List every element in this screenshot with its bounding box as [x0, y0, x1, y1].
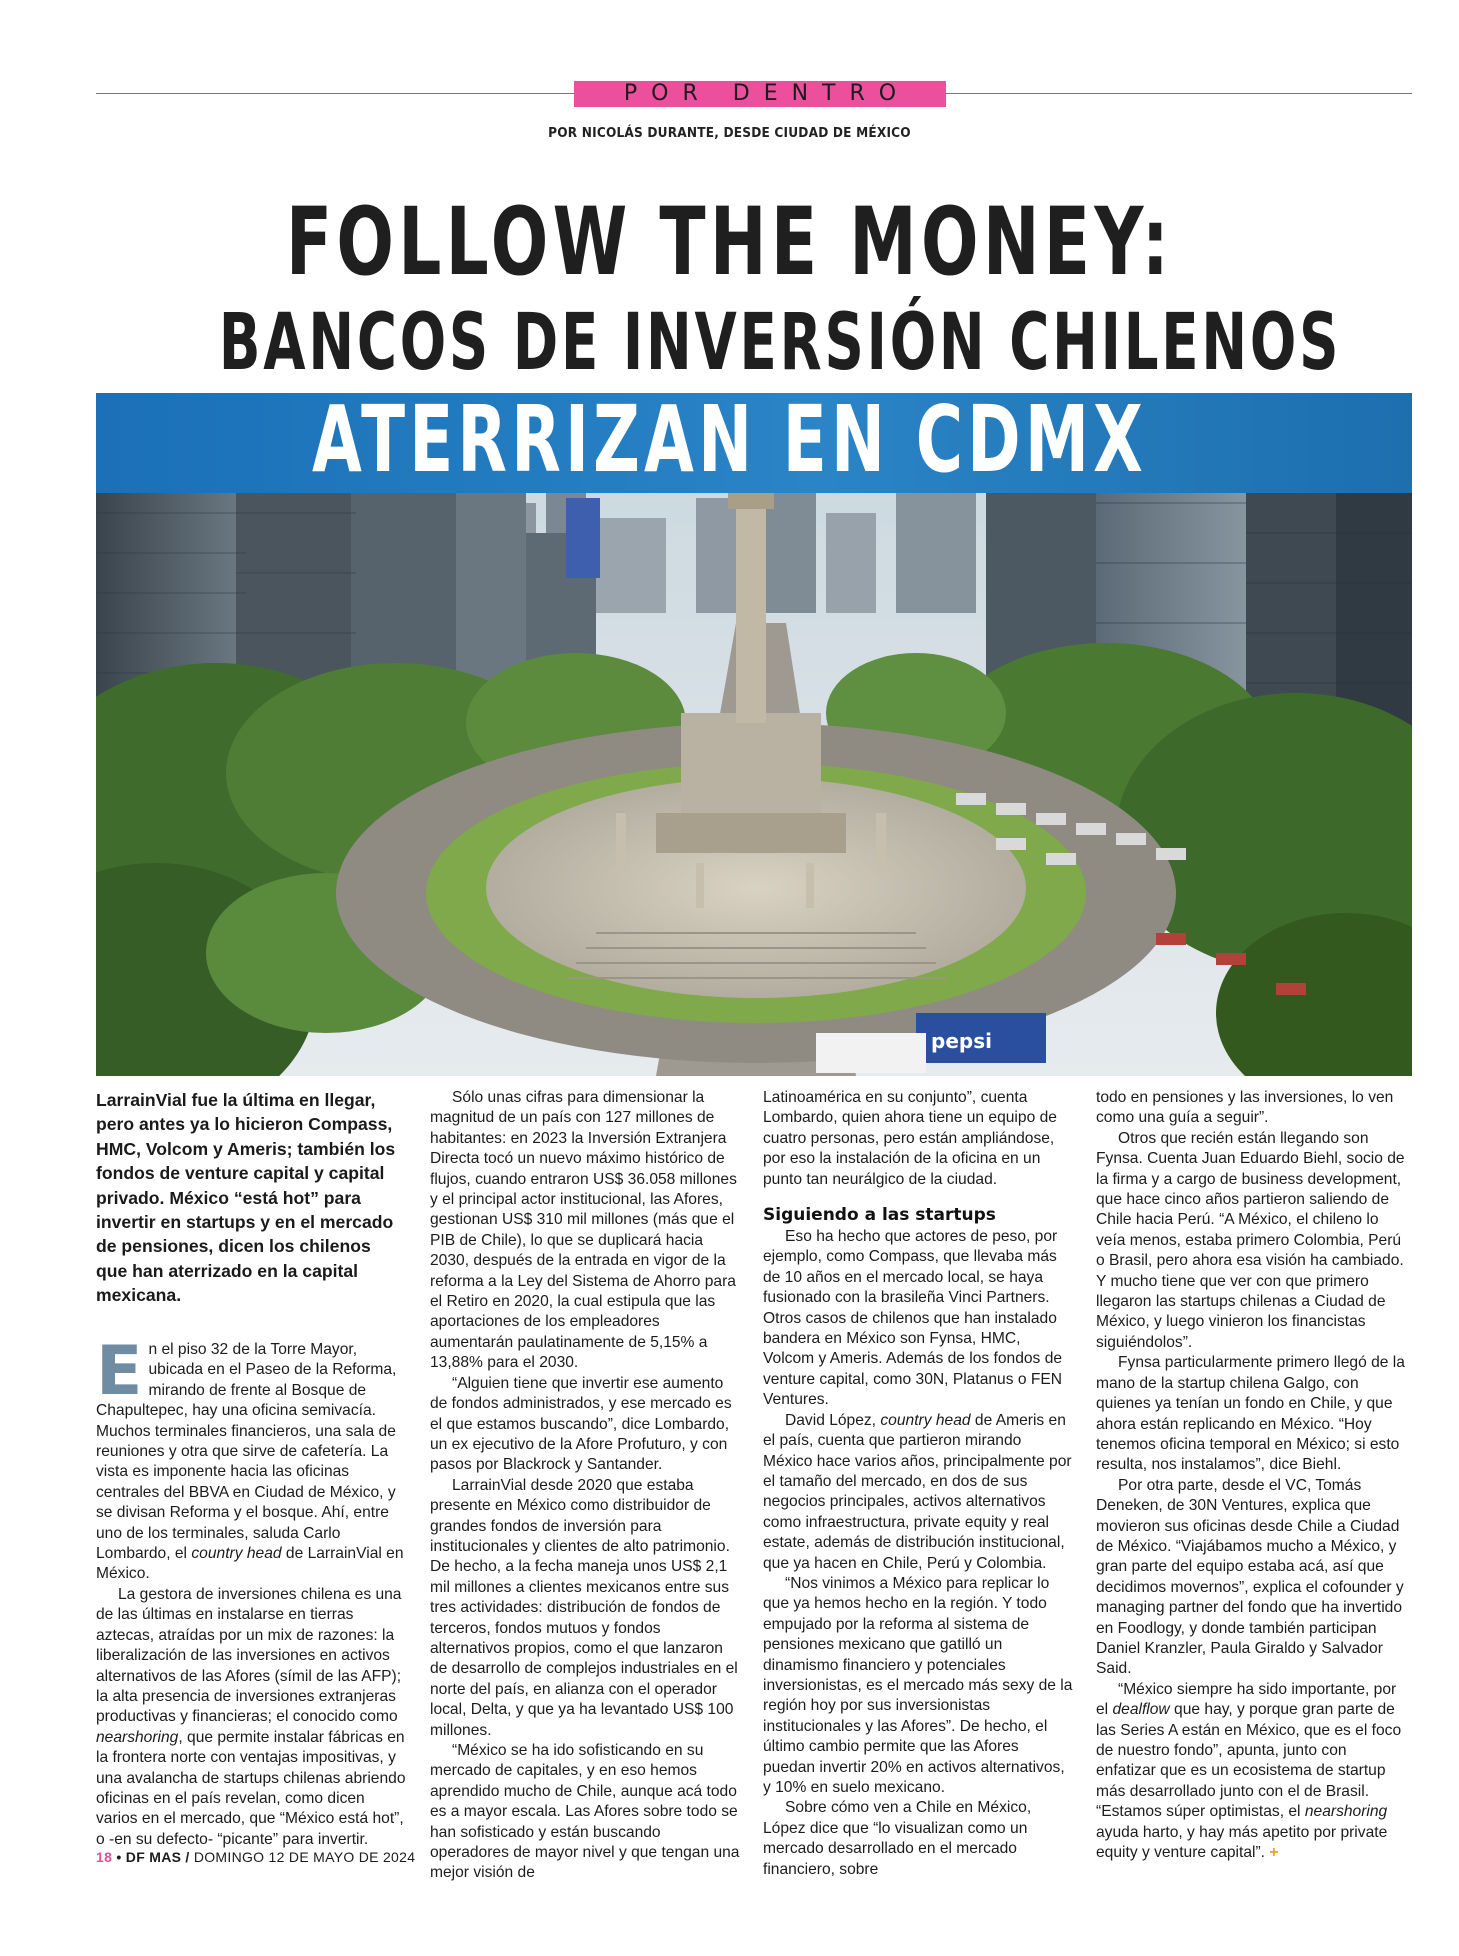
col4-p2: Otros que recién están llegando son Fynsa. Cuenta Juan Eduardo Biehl, socio de la firma y a cargo de business development, que hace cinco años partieron saliendo de Chile hacia Perú. “A México, el chileno lo veía menos, estaba primero Colombia, Perú o Brasil, pero ahora esa visión ha cambiado. Y mucho tiene que ver con que primero llegaron las startups chilenas a Ciudad de México, y luego vinieron los financistas siguiéndolos”. — [1096, 1129, 1405, 1351]
col2-p3: LarrainVial desde 2020 que estaba presente en México como distribuidor de grandes fondos de inversión para institucionales y clientes de alto patrimonio. De hecho, a la fecha maneja unos US$ 2,1 mil millones a clientes mexicanos entre sus tres actividades: distribución de fondos de terceros, fondos mutuos y fondos alternativos propios, como el que lanzaron de desarrollo de complejos industriales en el norte del país, en alianza con el operador local, Delta, y que ya ha levantado US$ 100 millones. — [430, 1476, 738, 1739]
col1-p1-em: country head — [191, 1545, 282, 1563]
col1-p1: n el piso 32 de la Torre Mayor, ubicada en el Paseo de la Reforma, mirando de frente al Bosque de Chapultepec, hay una oficina semivacía. Muchos terminales financieros, una sala de reuniones y otra que sirve de cafetería. La vista es imponente hacia las oficinas centrales del BBVA en Ciudad de México, y se divisan Reforma y el bosque. Ahí, entre uno de los terminales, saluda Carlo Lombardo, el — [96, 1341, 397, 1563]
billboard-text: pepsi — [931, 1029, 992, 1053]
col3-p4: “Nos vinimos a México para replicar lo que ya hemos hecho en la región. Y todo empujado por la reforma al sistema de pensiones mexicano que gatilló un dinamismo financiero y potenciales inversionistas, es el mercado más sexy de la región hoy por sus inversionistas institucionales y las Afores”. De hecho, el último cambio permite que las Afores puedan invertir 20% en activos alternativos, y 10% en suelo mexicano. — [763, 1574, 1073, 1796]
hero-photo — [96, 393, 1412, 1076]
col3-p3: de Ameris en el país, cuenta que partieron mirando México hace varios años, principalmente por el tamaño del mercado, en dos de sus negocios principales, activos alternativos como infraestructura, private equity y real estate, además de distribución institucional, que ya hacen en Chile, Perú y Colombia. — [763, 1411, 1072, 1572]
col3-p3-start: David López, — [785, 1411, 877, 1429]
header-rule-left — [96, 93, 574, 94]
subhead: Siguiendo a las startups — [763, 1205, 996, 1226]
col3-p3-em: country head — [880, 1411, 971, 1429]
byline: POR NICOLÁS DURANTE, DESDE CIUDAD DE MÉXICO — [548, 125, 911, 141]
drop-cap: E — [96, 1332, 143, 1411]
body-column-2 — [430, 1088, 742, 1884]
body-column-1 — [96, 1332, 408, 1850]
body-column-4 — [1096, 1088, 1408, 1863]
footer-brand: • DF MAS / — [116, 1849, 190, 1865]
col3-p1: Latinoamérica en su conjunto”, cuenta Lombardo, quien ahora tiene un equipo de cuatro personas, pero están ampliándose, por eso la instalación de la oficina en un punto tan neurálgico de la ciudad. — [763, 1089, 1057, 1188]
col3-p2: Eso ha hecho que actores de peso, por ejemplo, como Compass, que llevaba más de 10 años en el mercado local, se haya fusionado con la brasileña Vinci Partners. Otros casos de chilenos que han instalado bandera en México son Fynsa, HMC, Volcom y Ameris. Además de los fondos de venture capital, como 30N, Platanus o FEN Ventures. — [763, 1228, 1063, 1409]
body-column-3 — [763, 1088, 1075, 1880]
col4-p1: todo en pensiones y las inversiones, lo ven como una guía a seguir”. — [1096, 1089, 1394, 1127]
end-mark: + — [1269, 1844, 1279, 1862]
col4-p5-em: dealflow — [1112, 1701, 1170, 1719]
section-label: POR DENTRO — [574, 81, 946, 107]
col2-p2: “Alguien tiene que invertir ese aumento de fondos administrados, y ese mercado es el que estamos buscando”, dice Lombardo, un ex ejecutivo de la Afore Profuturo, y con pasos por Blackrock y Santander. — [430, 1374, 732, 1474]
headline-line-2: BANCOS DE INVERSIÓN CHILENOS — [218, 298, 1342, 388]
col1-p2: La gestora de inversiones chilena es una de las últimas en instalarse en tierras aztecas, atraídas por un mix de razones: la liberalización de las inversiones en activos alternativos de las Afores (símil de las AFP); la alta presencia de inversiones extranjeras productivas y financieras; el conocido como — [96, 1585, 402, 1726]
col1-p2-em: nearshoring — [96, 1728, 179, 1746]
col4-p4: Por otra parte, desde el VC, Tomás Deneken, de 30N Ventures, explica que movieron sus oficinas desde Chile a Ciudad de México. “Viajábamos mucho a México, y gran parte del equipo estaba acá, así que decidimos movernos”, explica el cofounder y managing partner del fondo que ha invertido en Foodlogy, y donde también participan Daniel Kranzler, Paula Giraldo y Salvador Said. — [1096, 1476, 1404, 1678]
col1-p1-end: de LarrainVial en México. — [96, 1545, 404, 1583]
col4-p5-end: ayuda harto, y hay más apetito por private equity y venture capital”. — [1096, 1823, 1388, 1862]
col4-p5-em2: nearshoring — [1304, 1803, 1388, 1821]
page-number: 18 — [96, 1849, 113, 1865]
col2-p1: Sólo unas cifras para dimensionar la magnitud de un país con 127 millones de habitantes: en 2023 la Inversión Extranjera Directa tocó un nuevo máximo histórico de flujos, cuando entraron US$ 36.058 millones y el principal actor institucional, las Afores, gestionan US$ 310 mil millones (más que el PIB de Chile), lo que se duplicará hacia 2030, después de la entrada en vigor de la reforma a la Ley del Sistema de Ahorro para el Retiro en 2020, la cual estipula que las aportaciones de los empleadores aumentarán paulatinamente de 5,15% a 13,88% para el 2030. — [430, 1089, 737, 1372]
headline-line-3: ATERRIZAN EN CDMX — [312, 386, 1147, 493]
col1-p2-end: , que permite instalar fábricas en la frontera norte con ventajas impositivas, y una avalancha de startups chilenas abriendo oficinas en el país revelan, como dicen varios en el mercado, que “México está hot”, o -en su defecto- “picante” para invertir. — [96, 1728, 406, 1848]
col3-p5: Sobre cómo ven a Chile en México, López dice que “lo visualizan como un mercado desarrollado en el mercado financiero, sobre — [763, 1799, 1032, 1878]
footer-date: DOMINGO 12 DE MAYO DE 2024 — [193, 1849, 416, 1865]
lead-paragraph: LarrainVial fue la última en llegar, pero antes ya lo hicieron Compass, HMC, Volcom y Ameris; también los fondos de venture capital y capital privado. México “está hot” para invertir en startups y en el mercado de pensiones, dicen los chilenos que han aterrizado en la capital mexicana. — [96, 1090, 396, 1306]
footer — [96, 1849, 415, 1865]
col4-p3: Fynsa particularmente primero llegó de la mano de la startup chilena Galgo, con quienes ya tenían un fondo en Chile, y que ahora están replicando en México. “Hoy tenemos oficina temporal en México; si esto resulta, nos instalamos”, dice Biehl. — [1096, 1354, 1405, 1474]
col4-p5-start: “México siempre ha sido importante, por el — [1096, 1680, 1397, 1719]
col2-p4: “México se ha ido sofisticando en su mercado de capitales, y en eso hemos aprendido mucho de Chile, aunque acá todo es a mayor escala. Las Afores sobre todo se han sofisticado y están buscando operadores de mayor nivel y que tengan una mejor visión de — [430, 1742, 740, 1882]
header-rule-right — [946, 93, 1412, 94]
col4-p5: que hay, y porque gran parte de las Series A están en México, que es el foco de nuestro fondo”, apunta, junto con enfatizar que es un ecosistema de startup más desarrollado junto con el de Brasil. “Estamos súper optimistas, el — [1096, 1701, 1402, 1821]
headline-line-1: FOLLOW THE MONEY: — [285, 188, 1174, 297]
